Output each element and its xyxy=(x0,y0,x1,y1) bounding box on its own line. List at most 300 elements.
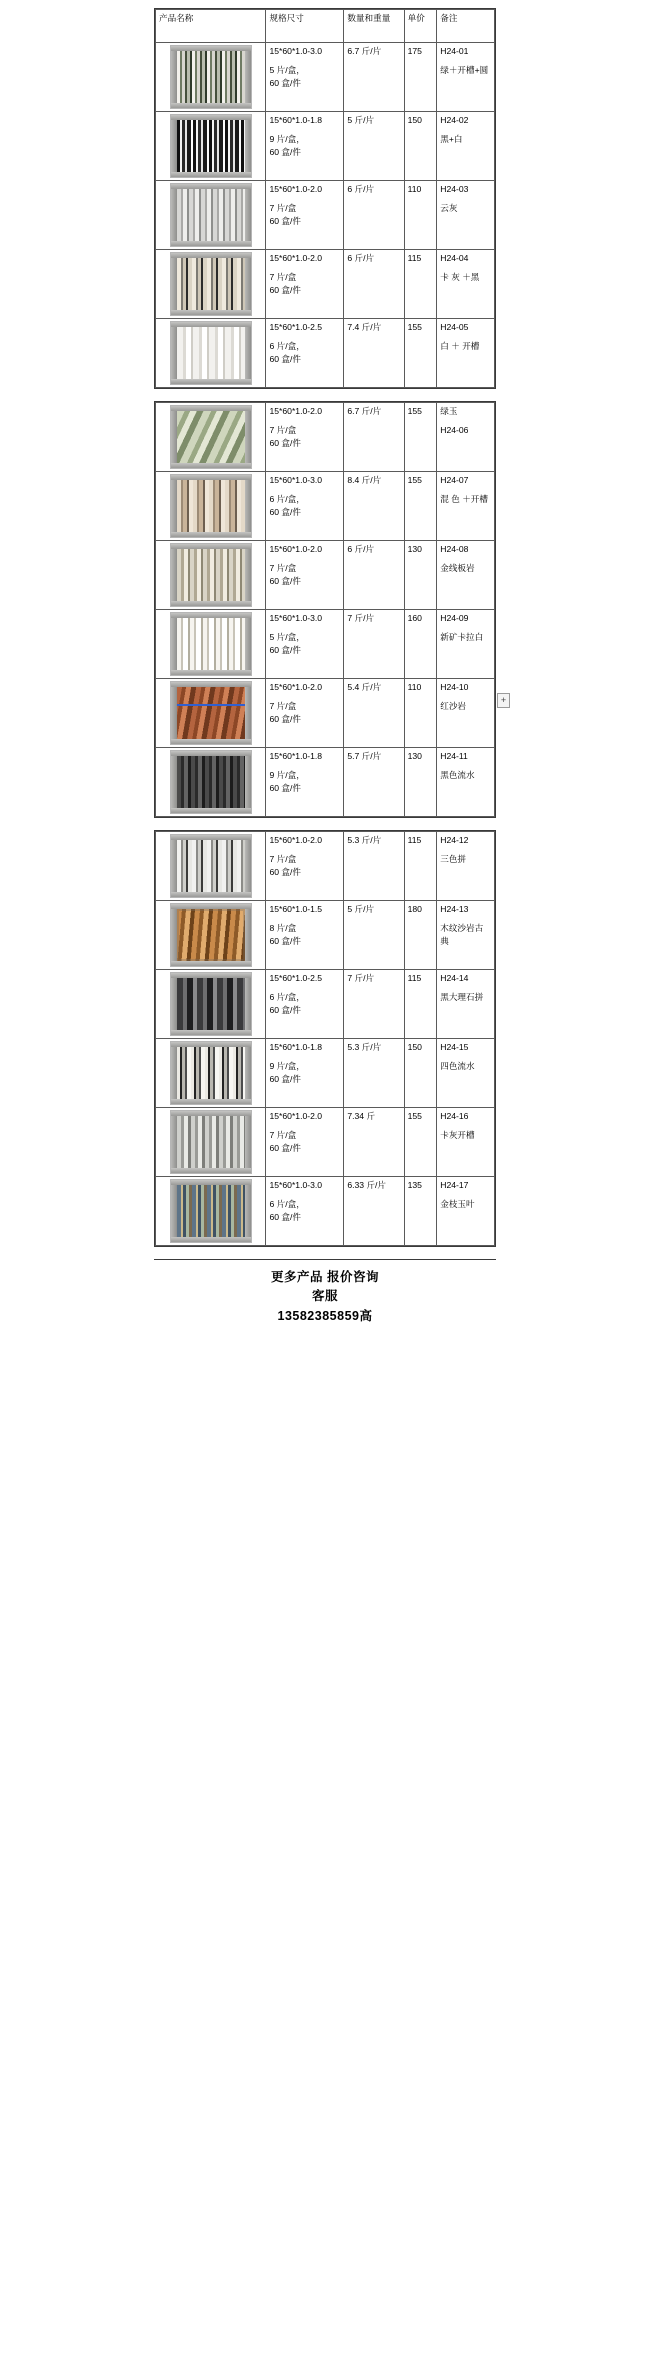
photo-frame-right xyxy=(245,1042,251,1104)
photo-frame-left xyxy=(171,1111,177,1173)
product-photo xyxy=(170,972,252,1036)
spec-pack: 8 片/盒 xyxy=(269,923,297,934)
photo-frame-left xyxy=(171,613,177,675)
photo-frame-right xyxy=(245,46,251,108)
photo-frame-top xyxy=(171,1180,251,1185)
column-header-spec: 规格尺寸 xyxy=(266,10,344,43)
product-photo xyxy=(170,474,252,538)
table-row xyxy=(156,112,495,181)
product-photo xyxy=(170,834,252,898)
stone-texture xyxy=(177,189,245,241)
note-cell xyxy=(437,403,495,472)
photo-frame-right xyxy=(245,751,251,813)
table-row xyxy=(156,748,495,817)
photo-frame-bottom xyxy=(171,379,251,384)
spec-size: 15*60*1.0-3.0 xyxy=(269,46,323,56)
spec-pack: 7 片/盒 xyxy=(269,701,297,712)
note-code: H24-17 xyxy=(440,1180,469,1190)
price-cell: 130 xyxy=(404,748,437,817)
note-code: H24-02 xyxy=(440,115,469,125)
price-cell: 175 xyxy=(404,43,437,112)
note-cell xyxy=(437,181,495,250)
note-desc: 白 ＋ 开槽 xyxy=(440,341,480,352)
photo-frame-left xyxy=(171,1180,177,1242)
note-code: H24-03 xyxy=(440,184,469,194)
spec-size: 15*60*1.0-2.5 xyxy=(269,322,323,332)
note-cell xyxy=(437,748,495,817)
price-cell: 115 xyxy=(404,970,437,1039)
quantity-cell: 5 斤/片 xyxy=(344,112,404,181)
photo-frame-top xyxy=(171,322,251,327)
product-image-cell xyxy=(156,403,266,472)
footer-divider xyxy=(154,1259,496,1260)
photo-frame-top xyxy=(171,613,251,618)
spec-size: 15*60*1.0-2.0 xyxy=(269,406,323,416)
photo-frame-right xyxy=(245,1180,251,1242)
spec-cell xyxy=(266,472,344,541)
spec-pack: 6 片/盒， xyxy=(269,341,305,352)
photo-frame-bottom xyxy=(171,670,251,675)
spec-size: 15*60*1.0-2.5 xyxy=(269,973,323,983)
note-desc: 绿＋开槽+圆 xyxy=(440,65,489,76)
photo-frame-top xyxy=(171,475,251,480)
photo-frame-right xyxy=(245,253,251,315)
price-cell: 155 xyxy=(404,1108,437,1177)
spec-carton: 60 盒/件 xyxy=(269,1073,302,1084)
product-photo xyxy=(170,45,252,109)
stone-texture xyxy=(177,1116,245,1168)
spec-carton: 60 盒/件 xyxy=(269,935,302,946)
stone-texture xyxy=(177,1047,245,1099)
spec-pack: 7 片/盒 xyxy=(269,425,297,436)
note-cell xyxy=(437,901,495,970)
note-cell xyxy=(437,1177,495,1246)
photo-frame-left xyxy=(171,406,177,468)
table-row xyxy=(156,832,495,901)
footer-line-service: 客服 xyxy=(311,1289,338,1304)
quantity-cell: 6 斤/片 xyxy=(344,250,404,319)
spec-pack: 7 片/盒 xyxy=(269,563,297,574)
product-image-cell xyxy=(156,181,266,250)
note-code: H24-11 xyxy=(440,751,468,761)
spec-pack: 7 片/盒 xyxy=(269,203,297,214)
photo-frame-right xyxy=(245,973,251,1035)
photo-frame-right xyxy=(245,322,251,384)
footer-contact xyxy=(154,1268,496,1326)
table-row xyxy=(156,319,495,388)
photo-frame-top xyxy=(171,184,251,189)
spec-carton: 60 盒/件 xyxy=(269,713,302,724)
note-code: H24-04 xyxy=(440,253,469,263)
product-photo xyxy=(170,183,252,247)
footer-line-more-products: 更多产品 报价咨询 xyxy=(271,1270,379,1284)
price-cell: 155 xyxy=(404,403,437,472)
spec-carton: 60 盒/件 xyxy=(269,146,302,157)
note-code: H24-01 xyxy=(440,46,469,56)
product-photo xyxy=(170,612,252,676)
product-table xyxy=(155,831,495,1246)
product-image-cell xyxy=(156,748,266,817)
stone-texture xyxy=(177,411,245,463)
table-row xyxy=(156,1108,495,1177)
price-cell: 110 xyxy=(404,181,437,250)
spec-pack: 9 片/盒， xyxy=(269,770,305,781)
product-image-cell xyxy=(156,541,266,610)
product-image-cell xyxy=(156,112,266,181)
product-photo xyxy=(170,1041,252,1105)
table-row xyxy=(156,901,495,970)
photo-frame-top xyxy=(171,835,251,840)
note-cell xyxy=(437,112,495,181)
stone-texture xyxy=(177,909,245,961)
product-image-cell xyxy=(156,472,266,541)
quantity-cell: 7 斤/片 xyxy=(344,970,404,1039)
note-cell xyxy=(437,43,495,112)
table-row xyxy=(156,1039,495,1108)
stone-texture xyxy=(177,258,245,310)
table-row xyxy=(156,43,495,112)
stone-texture xyxy=(177,756,245,808)
column-header-name: 产品名称 xyxy=(156,10,266,43)
photo-frame-bottom xyxy=(171,241,251,246)
photo-frame-left xyxy=(171,46,177,108)
stone-texture xyxy=(177,978,245,1030)
product-image-cell xyxy=(156,1039,266,1108)
spec-size: 15*60*1.0-3.0 xyxy=(269,1180,323,1190)
photo-frame-bottom xyxy=(171,892,251,897)
photo-frame-top xyxy=(171,1042,251,1047)
price-cell: 155 xyxy=(404,319,437,388)
note-desc: 黑大理石拼 xyxy=(440,992,484,1003)
note-code: H24-12 xyxy=(440,835,469,845)
note-cell xyxy=(437,679,495,748)
stone-texture xyxy=(177,840,245,892)
price-cell: 180 xyxy=(404,901,437,970)
spec-carton: 60 盒/件 xyxy=(269,77,302,88)
product-image-cell xyxy=(156,1108,266,1177)
spec-size: 15*60*1.0-1.8 xyxy=(269,751,323,761)
price-cell: 150 xyxy=(404,112,437,181)
spec-pack: 9 片/盒， xyxy=(269,134,305,145)
product-photo xyxy=(170,321,252,385)
note-desc: 红沙岩 xyxy=(440,701,467,712)
quantity-cell: 5.3 斤/片 xyxy=(344,1039,404,1108)
photo-frame-bottom xyxy=(171,310,251,315)
table-header-row xyxy=(156,10,495,43)
quantity-cell: 6.7 斤/片 xyxy=(344,403,404,472)
photo-frame-left xyxy=(171,682,177,744)
price-cell: 135 xyxy=(404,1177,437,1246)
note-cell xyxy=(437,250,495,319)
table-row xyxy=(156,679,495,748)
photo-frame-top xyxy=(171,544,251,549)
spec-cell xyxy=(266,901,344,970)
photo-frame-left xyxy=(171,1042,177,1104)
photo-frame-left xyxy=(171,115,177,177)
product-photo xyxy=(170,681,252,745)
note-code: H24-06 xyxy=(440,425,469,436)
note-desc: 卡灰开槽 xyxy=(440,1130,475,1141)
note-code: H24-05 xyxy=(440,322,469,332)
stone-texture xyxy=(177,327,245,379)
note-desc: 金枝玉叶 xyxy=(440,1199,475,1210)
product-photo xyxy=(170,1110,252,1174)
photo-frame-right xyxy=(245,1111,251,1173)
quantity-cell: 6 斤/片 xyxy=(344,181,404,250)
column-header-quantity: 数量和重量 xyxy=(344,10,404,43)
photo-frame-left xyxy=(171,475,177,537)
product-photo xyxy=(170,750,252,814)
product-image-cell xyxy=(156,319,266,388)
spec-carton: 60 盒/件 xyxy=(269,353,302,364)
photo-frame-right xyxy=(245,184,251,246)
spec-pack: 6 片/盒， xyxy=(269,992,305,1003)
product-image-cell xyxy=(156,43,266,112)
spec-cell xyxy=(266,250,344,319)
spec-size: 15*60*1.0-2.0 xyxy=(269,184,323,194)
product-image-cell xyxy=(156,250,266,319)
photo-frame-left xyxy=(171,184,177,246)
table-row xyxy=(156,472,495,541)
note-code: H24-13 xyxy=(440,904,469,914)
quantity-cell: 5.3 斤/片 xyxy=(344,832,404,901)
spec-size: 15*60*1.0-1.8 xyxy=(269,1042,323,1052)
spec-carton: 60 盒/件 xyxy=(269,506,302,517)
spec-pack: 6 片/盒， xyxy=(269,494,305,505)
spec-pack: 7 片/盒 xyxy=(269,1130,297,1141)
photo-frame-right xyxy=(245,475,251,537)
spec-carton: 60 盒/件 xyxy=(269,866,302,877)
photo-frame-right xyxy=(245,904,251,966)
spec-carton: 60 盒/件 xyxy=(269,644,302,655)
spec-cell xyxy=(266,610,344,679)
photo-frame-bottom xyxy=(171,172,251,177)
stone-texture xyxy=(177,1185,245,1237)
spec-cell xyxy=(266,43,344,112)
note-code: H24-15 xyxy=(440,1042,469,1052)
photo-frame-right xyxy=(245,115,251,177)
spec-cell xyxy=(266,1177,344,1246)
photo-frame-top xyxy=(171,751,251,756)
note-desc: 绿玉 xyxy=(440,406,458,416)
note-code: H24-09 xyxy=(440,613,469,623)
product-image-cell xyxy=(156,832,266,901)
note-desc: 四色流水 xyxy=(440,1061,475,1072)
quantity-cell: 7.4 斤/片 xyxy=(344,319,404,388)
product-photo xyxy=(170,903,252,967)
spec-size: 15*60*1.0-1.8 xyxy=(269,115,323,125)
stone-texture xyxy=(177,549,245,601)
note-desc: 黑色流水 xyxy=(440,770,475,781)
quantity-cell: 7.34 斤 xyxy=(344,1108,404,1177)
price-cell: 115 xyxy=(404,250,437,319)
note-code: H24-10 xyxy=(440,682,469,692)
product-table-block-3 xyxy=(154,830,496,1247)
note-code: H24-08 xyxy=(440,544,469,554)
price-cell: 110 xyxy=(404,679,437,748)
note-code: H24-07 xyxy=(440,475,469,485)
product-photo xyxy=(170,543,252,607)
spec-cell xyxy=(266,832,344,901)
photo-frame-top xyxy=(171,115,251,120)
note-desc: 卡 灰 ＋黑 xyxy=(440,272,480,283)
spec-carton: 60 盒/件 xyxy=(269,437,302,448)
product-image-cell xyxy=(156,970,266,1039)
table-row xyxy=(156,541,495,610)
photo-frame-left xyxy=(171,973,177,1035)
spec-cell xyxy=(266,1039,344,1108)
spec-pack: 9 片/盒， xyxy=(269,1061,305,1072)
product-image-cell xyxy=(156,1177,266,1246)
spec-size: 15*60*1.0-2.0 xyxy=(269,835,323,845)
spec-cell xyxy=(266,679,344,748)
spec-cell xyxy=(266,970,344,1039)
note-code: H24-16 xyxy=(440,1111,469,1121)
price-cell: 130 xyxy=(404,541,437,610)
stone-texture xyxy=(177,120,245,172)
photo-frame-top xyxy=(171,682,251,687)
spec-carton: 60 盒/件 xyxy=(269,284,302,295)
product-table-block-1 xyxy=(154,8,496,389)
spec-pack: 5 片/盒， xyxy=(269,65,305,76)
price-cell: 160 xyxy=(404,610,437,679)
image-annotation-line xyxy=(171,704,251,706)
photo-frame-top xyxy=(171,904,251,909)
photo-frame-bottom xyxy=(171,103,251,108)
photo-frame-bottom xyxy=(171,808,251,813)
photo-frame-right xyxy=(245,544,251,606)
footer-line-phone: 13582385859高 xyxy=(277,1308,373,1323)
expand-plus-icon[interactable]: + xyxy=(497,693,510,708)
photo-frame-left xyxy=(171,904,177,966)
photo-frame-top xyxy=(171,253,251,258)
price-cell: 155 xyxy=(404,472,437,541)
note-desc: 黑+白 xyxy=(440,134,463,145)
spec-size: 15*60*1.0-3.0 xyxy=(269,613,323,623)
photo-frame-top xyxy=(171,1111,251,1116)
stone-texture xyxy=(177,480,245,532)
spec-cell xyxy=(266,403,344,472)
spec-carton: 60 盒/件 xyxy=(269,575,302,586)
quantity-cell: 5 斤/片 xyxy=(344,901,404,970)
product-photo xyxy=(170,405,252,469)
photo-frame-left xyxy=(171,835,177,897)
photo-frame-bottom xyxy=(171,961,251,966)
note-cell xyxy=(437,1039,495,1108)
price-cell: 150 xyxy=(404,1039,437,1108)
quantity-cell: 6.7 斤/片 xyxy=(344,43,404,112)
photo-frame-top xyxy=(171,406,251,411)
spec-carton: 60 盒/件 xyxy=(269,215,302,226)
quantity-cell: 6 斤/片 xyxy=(344,541,404,610)
price-cell: 115 xyxy=(404,832,437,901)
note-desc: 新矿卡拉白 xyxy=(440,632,484,643)
spec-carton: 60 盒/件 xyxy=(269,1004,302,1015)
note-cell xyxy=(437,1108,495,1177)
quantity-cell: 6.33 斤/片 xyxy=(344,1177,404,1246)
photo-frame-bottom xyxy=(171,532,251,537)
spec-pack: 6 片/盒， xyxy=(269,1199,305,1210)
photo-frame-bottom xyxy=(171,463,251,468)
spec-cell xyxy=(266,319,344,388)
table-row xyxy=(156,250,495,319)
spec-cell xyxy=(266,748,344,817)
quantity-cell: 5.7 斤/片 xyxy=(344,748,404,817)
product-image-cell xyxy=(156,901,266,970)
note-desc: 混 色 ＋开槽 xyxy=(440,494,488,505)
stone-texture xyxy=(177,51,245,103)
photo-frame-top xyxy=(171,973,251,978)
product-image-cell xyxy=(156,679,266,748)
spec-cell xyxy=(266,112,344,181)
spec-size: 15*60*1.0-2.0 xyxy=(269,1111,323,1121)
note-desc: 三色拼 xyxy=(440,854,467,865)
photo-frame-bottom xyxy=(171,1237,251,1242)
table-row xyxy=(156,970,495,1039)
spec-pack: 5 片/盒， xyxy=(269,632,305,643)
product-photo xyxy=(170,114,252,178)
photo-frame-left xyxy=(171,253,177,315)
product-table xyxy=(155,9,495,388)
photo-frame-right xyxy=(245,682,251,744)
table-row xyxy=(156,181,495,250)
photo-frame-top xyxy=(171,46,251,51)
note-cell xyxy=(437,832,495,901)
quantity-cell: 7 斤/片 xyxy=(344,610,404,679)
spec-size: 15*60*1.0-2.0 xyxy=(269,253,323,263)
table-row xyxy=(156,610,495,679)
photo-frame-left xyxy=(171,544,177,606)
photo-frame-bottom xyxy=(171,739,251,744)
spec-carton: 60 盒/件 xyxy=(269,782,302,793)
photo-frame-right xyxy=(245,613,251,675)
spec-carton: 60 盒/件 xyxy=(269,1142,302,1153)
spec-size: 15*60*1.0-3.0 xyxy=(269,475,323,485)
product-photo xyxy=(170,252,252,316)
note-desc: 云灰 xyxy=(440,203,458,214)
product-table xyxy=(155,402,495,817)
photo-frame-right xyxy=(245,406,251,468)
spec-size: 15*60*1.0-2.0 xyxy=(269,544,323,554)
note-cell xyxy=(437,319,495,388)
note-code: H24-14 xyxy=(440,973,469,983)
photo-frame-bottom xyxy=(171,1099,251,1104)
spec-pack: 7 片/盒 xyxy=(269,272,297,283)
photo-frame-left xyxy=(171,322,177,384)
product-image-cell xyxy=(156,610,266,679)
spec-size: 15*60*1.0-1.5 xyxy=(269,904,323,914)
column-header-note: 备注 xyxy=(437,10,495,43)
spec-cell xyxy=(266,1108,344,1177)
spec-size: 15*60*1.0-2.0 xyxy=(269,682,323,692)
stone-texture xyxy=(177,618,245,670)
photo-frame-bottom xyxy=(171,1030,251,1035)
note-desc: 木纹沙岩古典 xyxy=(440,923,484,946)
photo-frame-bottom xyxy=(171,601,251,606)
quantity-cell: 5.4 斤/片 xyxy=(344,679,404,748)
photo-frame-left xyxy=(171,751,177,813)
note-cell xyxy=(437,541,495,610)
spec-cell xyxy=(266,541,344,610)
column-header-price: 单价 xyxy=(404,10,437,43)
spec-pack: 7 片/盒 xyxy=(269,854,297,865)
note-cell xyxy=(437,610,495,679)
note-cell xyxy=(437,472,495,541)
photo-frame-right xyxy=(245,835,251,897)
photo-frame-bottom xyxy=(171,1168,251,1173)
spec-cell xyxy=(266,181,344,250)
table-row xyxy=(156,1177,495,1246)
